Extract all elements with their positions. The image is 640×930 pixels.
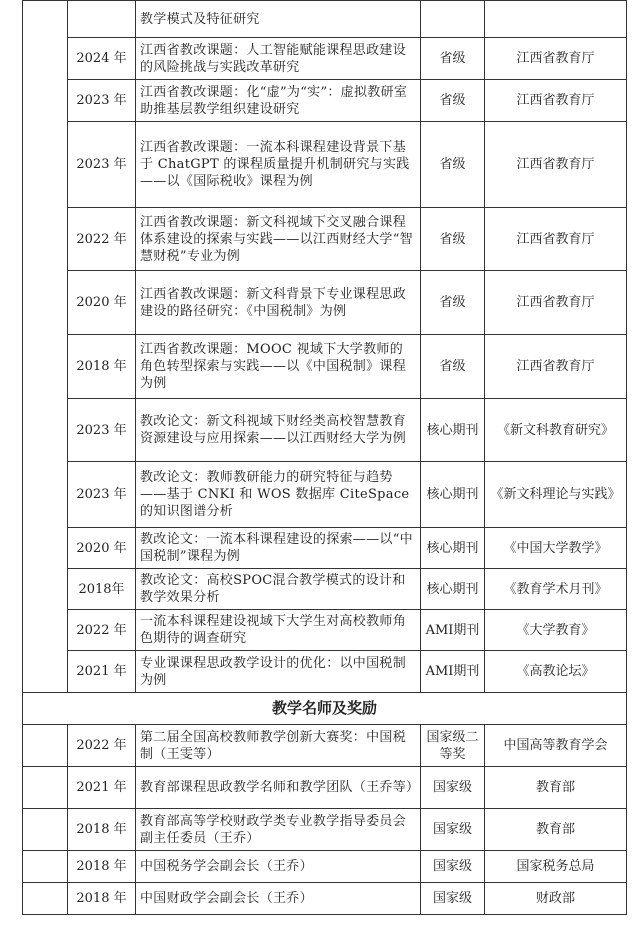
level-cell: 核心期刊	[421, 528, 485, 569]
source-cell: 教育部	[485, 809, 627, 851]
year-cell: 2018 年	[68, 883, 136, 915]
year-cell: 2018年	[68, 569, 136, 610]
table-row	[23, 809, 627, 851]
level-cell: AMI期刊	[421, 610, 485, 651]
title-cell: 一流本科课程建设视域下大学生对高校教师角色期待的调查研究	[136, 610, 421, 651]
table-row	[23, 883, 627, 915]
section-title: 教学名师及奖励	[23, 693, 627, 725]
level-cell: 省级	[421, 271, 485, 335]
level-cell: 省级	[421, 335, 485, 399]
source-cell: 江西省教育厅	[485, 271, 627, 335]
source-cell: 《中国大学教学》	[485, 528, 627, 569]
level-cell: 国家级	[421, 883, 485, 915]
table-container	[22, 0, 626, 915]
table-body	[23, 1, 627, 915]
blank-column-cell	[23, 883, 68, 915]
source-cell: 国家税务总局	[485, 851, 627, 883]
level-cell: 国家级二等奖	[421, 725, 485, 767]
title-cell: 教改论文：新文科视域下财经类高校智慧教育资源建设与应用探索——以江西财经大学为例	[136, 399, 421, 462]
source-cell	[485, 1, 627, 38]
title-cell: 江西省教改课题：新文科背景下专业课程思政建设的路径研究：《中国税制》为例	[136, 271, 421, 335]
level-cell: 核心期刊	[421, 569, 485, 610]
year-cell: 2024 年	[68, 38, 136, 80]
title-cell: 教育部课程思政教学名师和教学团队（王乔等）	[136, 767, 421, 809]
level-cell: 国家级	[421, 809, 485, 851]
title-cell: 教改论文：高校SPOC混合教学模式的设计和教学效果分析	[136, 569, 421, 610]
source-cell: 《新文科理论与实践》	[485, 462, 627, 528]
table-row	[23, 1, 627, 38]
blank-column-cell	[23, 809, 68, 851]
source-cell: 教育部	[485, 767, 627, 809]
section-header-row	[23, 693, 627, 725]
level-cell: 省级	[421, 208, 485, 271]
table-row	[23, 569, 627, 610]
title-cell: 教学模式及特征研究	[136, 1, 421, 38]
title-cell: 专业课课程思政教学设计的优化：以中国税制为例	[136, 651, 421, 693]
table-row	[23, 851, 627, 883]
level-cell: 核心期刊	[421, 399, 485, 462]
title-cell: 江西省教改课题：新文科视域下交叉融合课程体系建设的探索与实践——以江西财经大学“智慧财税”专业为例	[136, 208, 421, 271]
blank-column-cell	[23, 767, 68, 809]
level-cell: 核心期刊	[421, 462, 485, 528]
source-cell: 《高教论坛》	[485, 651, 627, 693]
source-cell: 《大学教育》	[485, 610, 627, 651]
level-cell: 省级	[421, 80, 485, 122]
level-cell: 国家级	[421, 767, 485, 809]
year-cell: 2020 年	[68, 271, 136, 335]
source-cell: 财政部	[485, 883, 627, 915]
level-cell: AMI期刊	[421, 651, 485, 693]
year-cell	[68, 1, 136, 38]
year-cell: 2022 年	[68, 610, 136, 651]
blank-column-cell	[23, 851, 68, 883]
source-cell: 江西省教育厅	[485, 80, 627, 122]
year-cell: 2018 年	[68, 335, 136, 399]
source-cell: 江西省教育厅	[485, 38, 627, 80]
year-cell: 2023 年	[68, 399, 136, 462]
source-cell: 江西省教育厅	[485, 335, 627, 399]
table-row	[23, 38, 627, 80]
level-cell: 国家级	[421, 851, 485, 883]
table-row	[23, 271, 627, 335]
title-cell: 第二届全国高校教师教学创新大赛奖：中国税制（王雯等）	[136, 725, 421, 767]
title-cell: 江西省教改课题：化“虚”为“实”：虚拟教研室助推基层教学组织建设研究	[136, 80, 421, 122]
year-cell: 2023 年	[68, 122, 136, 208]
source-cell: 江西省教育厅	[485, 208, 627, 271]
source-cell: 《新文科教育研究》	[485, 399, 627, 462]
source-cell: 江西省教育厅	[485, 122, 627, 208]
title-cell: 江西省教改课题：MOOC 视域下大学教师的角色转型探索与实践——以《中国税制》课程为例	[136, 335, 421, 399]
year-cell: 2022 年	[68, 725, 136, 767]
table-row	[23, 208, 627, 271]
source-cell: 《教育学术月刊》	[485, 569, 627, 610]
source-cell: 中国高等教育学会	[485, 725, 627, 767]
title-cell: 教育部高等学校财政学类专业教学指导委员会副主任委员（王乔）	[136, 809, 421, 851]
level-cell	[421, 1, 485, 38]
blank-column-cell	[23, 1, 68, 693]
achievements-table	[22, 0, 627, 915]
year-cell: 2023 年	[68, 80, 136, 122]
blank-column-cell	[23, 725, 68, 767]
year-cell: 2020 年	[68, 528, 136, 569]
level-cell: 省级	[421, 122, 485, 208]
table-row	[23, 462, 627, 528]
year-cell: 2021 年	[68, 651, 136, 693]
title-cell: 江西省教改课题：一流本科课程建设背景下基于 ChatGPT 的课程质量提升机制研究与实践——以《国际税收》课程为例	[136, 122, 421, 208]
table-row	[23, 767, 627, 809]
title-cell: 中国税务学会副会长（王乔）	[136, 851, 421, 883]
table-row	[23, 528, 627, 569]
title-cell: 教改论文：教师教研能力的研究特征与趋势——基于 CNKI 和 WOS 数据库 CiteSpace 的知识图谱分析	[136, 462, 421, 528]
table-row	[23, 335, 627, 399]
year-cell: 2023 年	[68, 462, 136, 528]
year-cell: 2018 年	[68, 809, 136, 851]
title-cell: 江西省教改课题：人工智能赋能课程思政建设的风险挑战与实践改革研究	[136, 38, 421, 80]
year-cell: 2022 年	[68, 208, 136, 271]
title-cell: 教改论文：一流本科课程建设的探索——以“中国税制”课程为例	[136, 528, 421, 569]
table-row	[23, 122, 627, 208]
table-row	[23, 399, 627, 462]
table-row	[23, 651, 627, 693]
table-row	[23, 80, 627, 122]
table-row	[23, 610, 627, 651]
level-cell: 省级	[421, 38, 485, 80]
table-row	[23, 725, 627, 767]
year-cell: 2021 年	[68, 767, 136, 809]
title-cell: 中国财政学会副会长（王乔）	[136, 883, 421, 915]
year-cell: 2018 年	[68, 851, 136, 883]
